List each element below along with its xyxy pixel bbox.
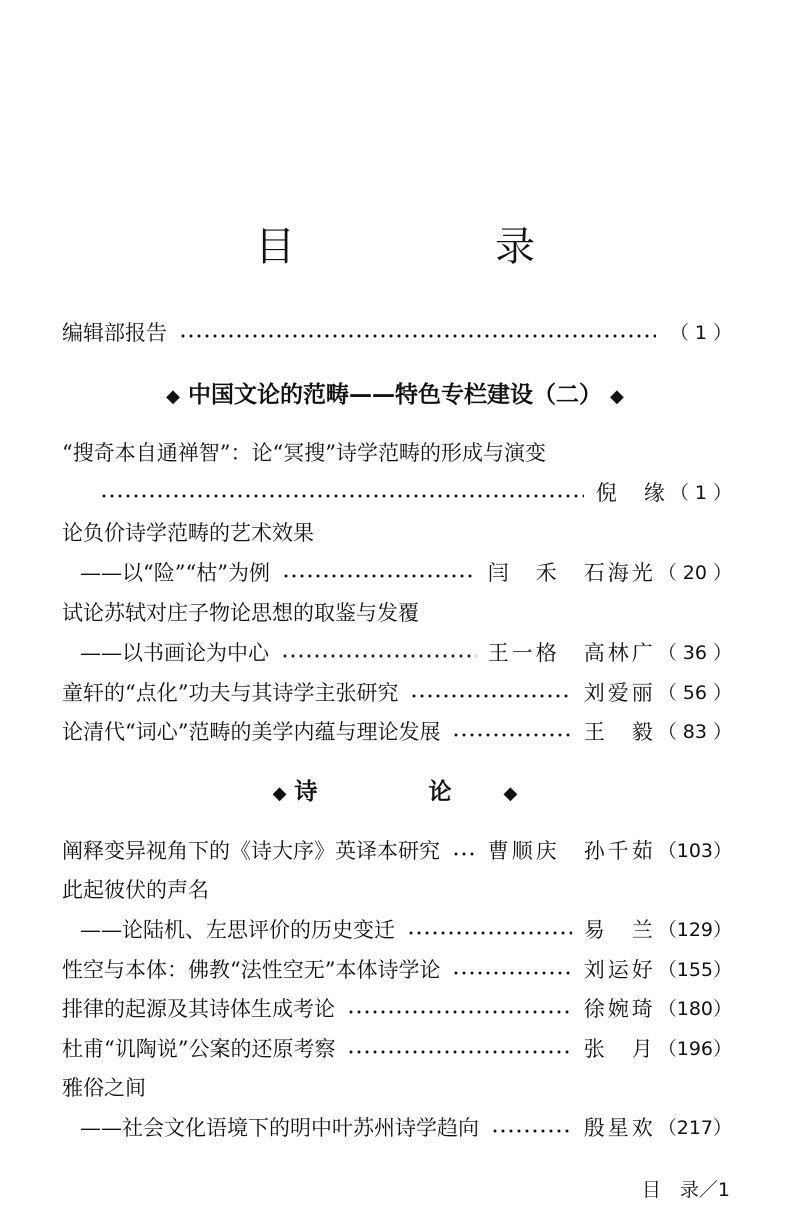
entry-title[interactable]: 此起彼伏的声名	[62, 878, 209, 902]
dot-leader	[410, 694, 571, 698]
entry-title: 论清代“词心”范畴的美学内蕴与理论发展	[62, 720, 441, 744]
toc-entry[interactable]	[62, 678, 732, 708]
entry-subtitle: ——以“险”“枯”为例	[80, 561, 270, 585]
dot-leader	[407, 931, 572, 935]
toc-entry[interactable]	[100, 478, 732, 508]
entry-author: 刘运好	[583, 958, 656, 982]
toc-entry[interactable]	[62, 318, 732, 348]
entry-page: （ 20 ）	[657, 562, 732, 584]
entry-subtitle: ——论陆机、左思评价的历史变迁	[80, 918, 395, 942]
entry-author: 王一格 高林广	[487, 641, 656, 665]
entry-subtitle: ——以书画论为中心	[80, 641, 269, 665]
dot-leader	[491, 1129, 572, 1133]
section-heading-label: 中国文论的范畴——特色专栏建设（二）	[188, 382, 602, 408]
dot-leader	[452, 852, 476, 856]
dot-leader	[100, 494, 584, 498]
entry-title: 阐释变异视角下的《诗大序》英译本研究	[62, 839, 440, 863]
toc-entry[interactable]	[62, 1034, 732, 1064]
dot-leader	[179, 334, 656, 338]
entry-page: （ 83 ）	[657, 721, 732, 743]
diamond-icon: ◆	[272, 783, 287, 804]
entry-page: （129）	[657, 919, 732, 941]
toc-entry[interactable]	[62, 994, 732, 1024]
toc-entry[interactable]	[80, 558, 732, 588]
page-footer: 目 录／1	[641, 1179, 730, 1201]
entry-title[interactable]: 论负价诗学范畴的艺术效果	[62, 521, 314, 545]
entry-author: 易 兰	[583, 918, 656, 942]
entry-page: （103）	[657, 840, 732, 862]
toc-entry[interactable]	[62, 717, 732, 747]
toc-entry[interactable]	[62, 955, 732, 985]
entry-title[interactable]: 试论苏轼对庄子物论思想的取鉴与发覆	[62, 601, 419, 625]
dot-leader	[452, 971, 571, 975]
entry-author: 王 毅	[583, 720, 656, 744]
diamond-icon: ◆	[503, 783, 518, 804]
dot-leader	[282, 574, 476, 578]
entry-page: （180）	[657, 998, 732, 1020]
entry-title: 排律的起源及其诗体生成考论	[62, 997, 335, 1021]
entry-title: 性空与本体：佛教“法性空无”本体诗学论	[62, 958, 441, 982]
entry-page: （ 1 ）	[669, 482, 732, 504]
entry-title: 杜甫“讥陶说”公案的还原考察	[62, 1037, 336, 1061]
entry-author: 曹顺庆 孙千茹	[487, 839, 656, 863]
entry-author: 徐婉琦	[583, 997, 656, 1021]
toc-entry[interactable]	[80, 638, 732, 668]
entry-page: （ 36 ）	[657, 642, 732, 664]
toc-entry[interactable]	[80, 1113, 732, 1143]
entry-title: 编辑部报告	[62, 321, 167, 345]
section-heading-label: 诗 论	[294, 779, 496, 805]
dot-leader	[281, 654, 476, 658]
entry-title[interactable]: 雅俗之间	[62, 1076, 146, 1100]
entry-title: 童轩的“点化”功夫与其诗学主张研究	[62, 681, 399, 705]
entry-title[interactable]: “搜奇本自通禅智”：论“冥搜”诗学范畴的形成与演变	[62, 441, 546, 465]
entry-author: 刘爱丽	[583, 681, 656, 705]
dot-leader	[347, 1050, 571, 1054]
entry-author: 张 月	[583, 1037, 656, 1061]
entry-page: （217）	[657, 1117, 732, 1139]
entry-page: （ 1 ）	[669, 322, 732, 344]
section-heading	[0, 378, 790, 414]
entry-page: （155）	[657, 959, 732, 981]
entry-page: （ 56 ）	[657, 682, 732, 704]
diamond-icon: ◆	[166, 386, 180, 407]
toc-entry[interactable]	[80, 915, 732, 945]
dot-leader	[347, 1010, 572, 1014]
entry-subtitle: ——社会文化语境下的明中叶苏州诗学趋向	[80, 1116, 479, 1140]
entry-page: （196）	[657, 1038, 732, 1060]
section-heading	[0, 775, 790, 811]
entry-author: 闫 禾 石海光	[487, 561, 656, 585]
entry-author: 倪 缘	[595, 481, 668, 505]
toc-entry[interactable]	[62, 836, 732, 866]
page-title: 目 录	[255, 224, 615, 270]
diamond-icon: ◆	[610, 386, 624, 407]
dot-leader	[452, 733, 571, 737]
entry-author: 殷星欢	[583, 1116, 656, 1140]
